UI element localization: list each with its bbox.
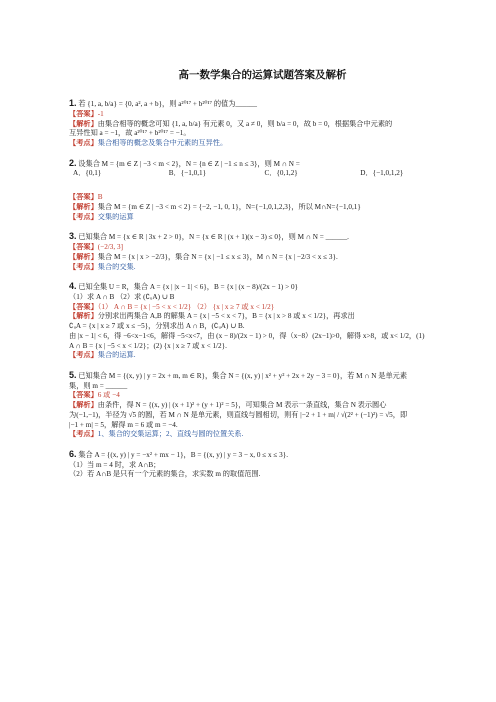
q4-answer-line bbox=[69, 303, 456, 313]
q3-number: 3. bbox=[69, 231, 77, 242]
point-tag: 【考点】 bbox=[69, 139, 98, 148]
q2-point: 交集的运算 bbox=[97, 212, 134, 221]
q5-answer: 6 或 −4 bbox=[97, 391, 120, 400]
q5-analysis-line-2: 为(−1,−1)，半径为 √5 的圆，若 M ∩ N 是单元素，则直线与圆相切，则有 |−2 + 1 + m| / √(2² + (−1)²) = √5，即 bbox=[69, 410, 408, 419]
q6-number: 6. bbox=[69, 449, 77, 460]
q6-stem-line bbox=[69, 448, 456, 461]
q2-choices bbox=[69, 169, 456, 179]
q4-stem: 已知全集 U = R，集合 A = {x | |x − 1| < 6}，B = {x | (x − 8)/(2x − 1) > 0} bbox=[78, 283, 299, 292]
q4-analysis-line-3: 由 |x − 1| < 6，得 −6<x−1<6，解得 −5<x<7，由 (x − 8)/(2x − 1) > 0，得（x−8）(2x−1)>0，解得 x>8，或 x< 1/2，(1) bbox=[69, 331, 425, 340]
q5-stem-line-2: 集，则 m = ______ bbox=[69, 381, 128, 390]
q1-stem-line bbox=[69, 97, 456, 110]
q4-analysis-1: 分别求出两集合 A,B 的解集 A = {x | −5 < x < 7}，B = {x | x > 8 或 x < 1/2}，再求出 bbox=[97, 312, 355, 321]
q1-analysis-line-2: 互异性知 a = −1，故 a²⁰¹⁷ + b²⁰¹⁷ = −1。 bbox=[69, 129, 191, 138]
page-title: 高一数学集合的运算试题答案及解析 bbox=[178, 69, 347, 81]
q2-analysis-line bbox=[69, 203, 456, 213]
q4-point: 集合的运算. bbox=[97, 351, 136, 360]
point-tag: 【考点】 bbox=[69, 430, 98, 439]
analysis-tag: 【解析】 bbox=[69, 312, 98, 321]
q5-analysis-line-3: |−1 + m| = 5，解得 m = 6 或 m = −4. bbox=[69, 420, 178, 429]
q2-stem-line bbox=[69, 157, 456, 170]
analysis-tag: 【解析】 bbox=[69, 401, 98, 410]
q2-answer: B bbox=[97, 193, 103, 202]
q3-point: 集合的交集. bbox=[97, 262, 136, 271]
q2-point-line bbox=[69, 213, 456, 223]
q3-analysis-1: 集合 M = {x | x > −2/3}，集合 N = {x | −1 ≤ x ≤ 3}，M ∩ N = {x | −2/3 < x ≤ 3}. bbox=[97, 252, 338, 261]
q4-point-line bbox=[69, 351, 456, 361]
q1-number: 1. bbox=[69, 98, 77, 109]
q5-stem-line bbox=[69, 369, 456, 382]
q3-answer: (−2/3, 3] bbox=[97, 243, 123, 252]
q5-stem-1: 已知集合 M = {(x, y) | y = 2x + m, m ∈ R}，集合 N = {(x, y) | x² + y² + 2x + 2y − 3 = 0}，若 M ∩ N 是单元素 bbox=[78, 371, 408, 380]
q3-analysis-line bbox=[69, 253, 456, 263]
q1-answer-line bbox=[69, 110, 456, 120]
q1-stem: 若 {1, a, b/a} = {0, a², a + b}，则 a²⁰¹⁷ + b²⁰¹⁷ 的值为______ bbox=[78, 100, 257, 109]
q1-point-line bbox=[69, 139, 456, 149]
q3-point-line bbox=[69, 263, 456, 273]
q2-stem: 设集合 M = {m ∈ Z | −3 < m < 2}，N = {n ∈ Z | −1 ≤ n ≤ 3}，则 M ∩ N = bbox=[78, 159, 300, 168]
q4-answer: （1） A ∩ B = {x | −5 < x < 1/2} （2） {x | x ≥ 7 或 x < 1/2} bbox=[97, 302, 275, 311]
q2-choice-c: C．{0,1,2} bbox=[264, 169, 298, 178]
point-tag: 【考点】 bbox=[69, 262, 98, 271]
q4-analysis-line-4: A ∩ B = {x | −5 < x < 1/2}；(2) {x | x ≥ 7 或 x < 1/2}. bbox=[69, 341, 227, 350]
q1-point: 集合相等的概念及集合中元素的互异性。 bbox=[97, 139, 228, 148]
q6-stem: 集合 A = {(x, y) | y = −x² + mx − 1}，B = {(x, y) | y = 3 − x, 0 ≤ x ≤ 3}. bbox=[78, 451, 288, 460]
q5-point-line bbox=[69, 430, 456, 440]
answer-tag: 【答案】 bbox=[69, 243, 98, 252]
q5-number: 5. bbox=[69, 369, 77, 380]
q6-subquestion-2: （2）若 A∩B 是只有一个元素的集合，求实数 m 的取值范围. bbox=[69, 470, 261, 479]
q5-analysis-line bbox=[69, 401, 456, 411]
q2-choice-b: B．{−1,0,1} bbox=[168, 169, 207, 178]
q1-analysis-line bbox=[69, 120, 456, 130]
analysis-tag: 【解析】 bbox=[69, 202, 98, 211]
answer-tag: 【答案】 bbox=[69, 391, 98, 400]
q1-analysis-1: 由集合相等的概念可知 {1, a, b/a} 有元素 0，又 a ≠ 0，则 b/a = 0，故 b = 0，根据集合中元素的 bbox=[97, 119, 393, 128]
q2-choice-d: D．{−1,0,1,2} bbox=[360, 169, 404, 178]
analysis-tag: 【解析】 bbox=[69, 252, 98, 261]
q2-answer-line bbox=[69, 193, 456, 203]
q2-number: 2. bbox=[69, 157, 77, 168]
q4-analysis-line-2: ∁ᵤA = {x | x ≥ 7 或 x ≤ −5}，分别求出 A ∩ B，(∁ᵤA) ∪ B. bbox=[69, 322, 245, 331]
answer-tag: 【答案】 bbox=[69, 109, 98, 118]
q3-stem: 已知集合 M = {x ∈ R | 3x + 2 > 0}，N = {x ∈ R | (x + 1)(x − 3) ≤ 0}，则 M ∩ N = ______. bbox=[78, 233, 349, 242]
q5-point: 1、集合的交集运算；2、直线与圆的位置关系. bbox=[97, 430, 244, 439]
q4-number: 4. bbox=[69, 281, 77, 292]
analysis-tag: 【解析】 bbox=[69, 119, 98, 128]
q4-stem-line bbox=[69, 280, 456, 293]
q4-analysis-line bbox=[69, 312, 456, 322]
q5-analysis-1: 由条件，得 N = {(x, y) | (x + 1)² + (y + 1)² = 5}，可知集合 M 表示一条直线，集合 N 表示圆心 bbox=[97, 401, 387, 410]
point-tag: 【考点】 bbox=[69, 351, 98, 360]
answer-tag: 【答案】 bbox=[69, 302, 98, 311]
q3-stem-line bbox=[69, 230, 456, 243]
q1-answer: -1 bbox=[97, 109, 104, 118]
q3-answer-line bbox=[69, 243, 456, 253]
q6-subquestion-1: （1）当 m = 4 时，求 A∩B； bbox=[69, 460, 161, 469]
point-tag: 【考点】 bbox=[69, 212, 98, 221]
q2-analysis-1: 集合 M = {m ∈ Z | −3 < m < 2} = {−2, −1, 0, 1}，N={−1,0,1,2,3}，所以 M∩N={−1,0,1} bbox=[97, 202, 361, 211]
q2-choice-a: A．{0,1} bbox=[73, 169, 102, 178]
answer-tag: 【答案】 bbox=[69, 193, 98, 202]
q4-subquestions: （1）求 A ∩ B （2）求 (∁ᵤA) ∪ B bbox=[69, 292, 175, 301]
q5-answer-line bbox=[69, 391, 456, 401]
